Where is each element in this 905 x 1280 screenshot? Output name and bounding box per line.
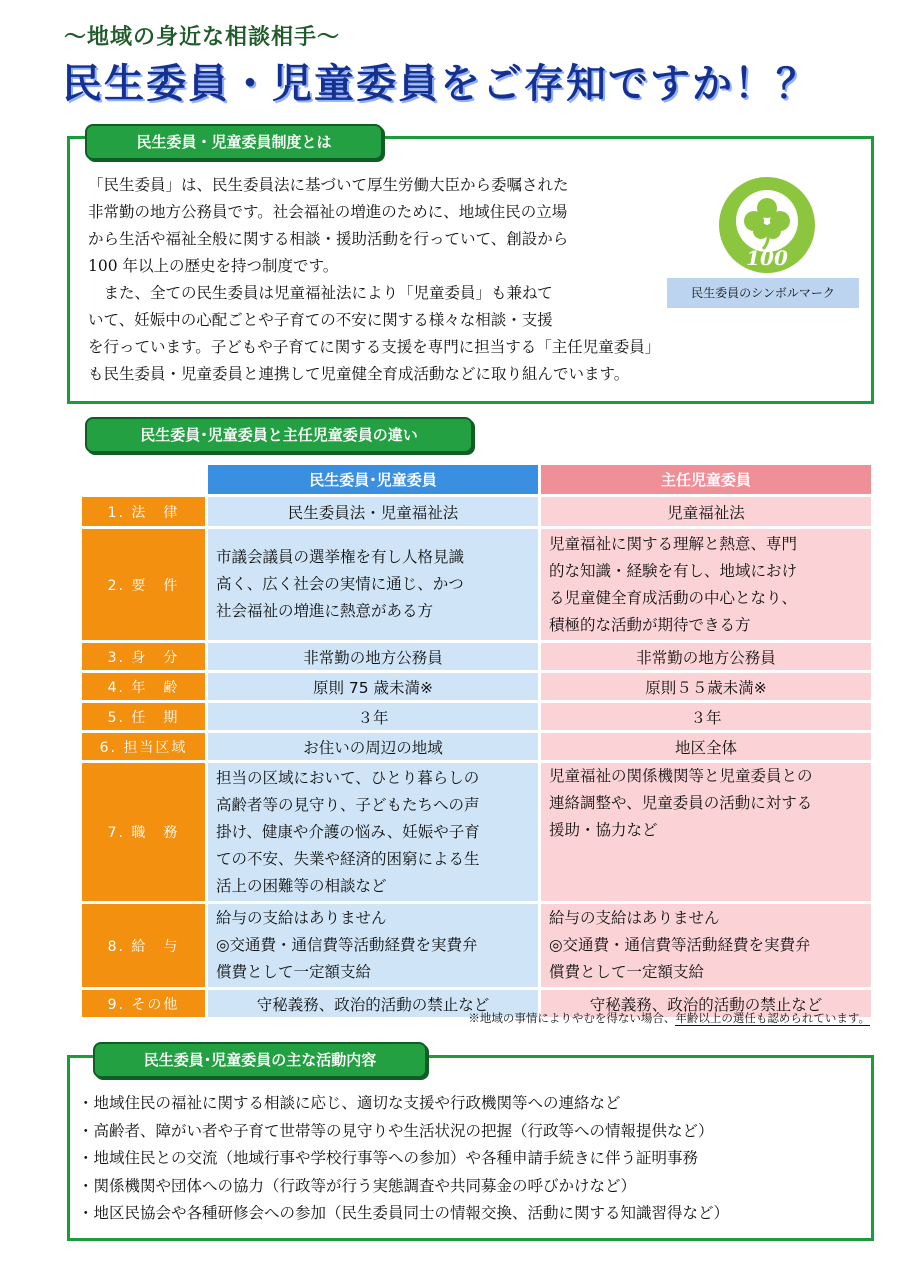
- intro-line: 非常勤の地方公務員です。社会福祉の増進のために、地域住民の立場: [88, 203, 568, 221]
- column-header-shunin: 主任児童委員: [541, 465, 871, 494]
- footnote-underlined: 年齢以上の選任も認められています。: [675, 1011, 870, 1025]
- footnote-prefix: ※地域の事情によりやむを得ない場合、: [468, 1011, 676, 1025]
- cell-line: 給与の支給はありません: [216, 909, 387, 927]
- row-label: 6. 担当区域: [82, 733, 205, 760]
- cell-line: 高齢者等の見守り、子どもたちへの声: [216, 795, 480, 814]
- cell-minsei: 非常勤の地方公務員: [208, 643, 538, 670]
- intro-line: 「民生委員」は、民生委員法に基づいて厚生労働大臣から委嘱された: [88, 176, 569, 194]
- intro-line: いて、妊娠中の心配ごとや子育ての不安に関する様々な相談・支援: [88, 311, 553, 329]
- cell-line: 活上の困難等の相談など: [216, 876, 387, 895]
- cell-line: 的な知識・経験を有し、地域におけ: [549, 561, 798, 580]
- cell-line: る児童健全育成活動の中心となり、: [549, 588, 798, 607]
- comparison-table: [79, 462, 874, 1020]
- list-item: ・地域住民との交流（地域行事や学校行事等への参加）や各種申請手続きに伴う証明事務: [78, 1149, 699, 1167]
- list-item: ・地区民協会や各種研修会への参加（民生委員同士の情報交換、活動に関する知識習得など）: [78, 1204, 730, 1222]
- intro-text-bottom: [88, 280, 758, 388]
- row-label: 4. 年 齢: [82, 673, 205, 700]
- cell-line: 児童福祉に関する理解と熱意、専門: [549, 534, 798, 553]
- table-row: [82, 763, 871, 901]
- row-label: 8. 給 与: [82, 904, 205, 987]
- table-header-row: [82, 465, 871, 494]
- intro-line: も民生委員・児童委員と連携して児童健全育成活動などに取り組んでいます。: [88, 365, 630, 383]
- section-tag-activities: 民生委員･児童委員の主な活動内容: [93, 1042, 427, 1078]
- cell-line: 児童福祉の関係機関等と児童委員との: [549, 767, 813, 785]
- row-label: 5. 任 期: [82, 703, 205, 730]
- row-label: 2. 要 件: [82, 529, 205, 640]
- intro-line: を行っています。子どもや子育てに関する支援を専門に担当する「主任児童委員」: [88, 338, 661, 356]
- cell-line: ◎交通費・通信費等活動経費を実費弁: [216, 936, 478, 954]
- cell-shunin: [541, 904, 871, 987]
- cell-line: 社会福祉の増進に熱意がある方: [216, 602, 434, 620]
- cell-line: 積極的な活動が期待できる方: [549, 615, 751, 634]
- list-item: ・高齢者、障がい者や子育て世帯等の見守りや生活状況の把握（行政等への情報提供など）: [78, 1121, 714, 1140]
- table-row: [82, 529, 871, 640]
- intro-text-top: [88, 172, 658, 280]
- table-row: [82, 673, 871, 700]
- symbol-mark-caption: 民生委員のシンボルマーク: [667, 278, 859, 308]
- cell-line: 掛け、健康や介護の悩み、妊娠や子育: [216, 822, 480, 841]
- intro-line: また、全ての民生委員は児童福祉法により「児童委員」も兼ねて: [88, 284, 553, 302]
- cell-line: 連絡調整や、児童委員の活動に対する: [549, 794, 813, 812]
- cell-minsei: [208, 529, 538, 640]
- table-row: [82, 643, 871, 670]
- intro-line: から生活や福祉全般に関する相談・援助活動を行っていて、創設から: [88, 230, 569, 248]
- cell-shunin: 守秘義務、政治的活動の禁止など: [541, 990, 871, 1017]
- section-tag-system: 民生委員・児童委員制度とは: [85, 124, 383, 160]
- cell-line: 高く、広く社会の実情に通じ、かつ: [216, 575, 464, 593]
- row-label: 9. その他: [82, 990, 205, 1017]
- list-item: ・地域住民の福祉に関する相談に応じ、適切な支援や行政機関等への連絡など: [78, 1094, 621, 1112]
- cell-shunin: 児童福祉法: [541, 497, 871, 526]
- cell-shunin: 非常勤の地方公務員: [541, 643, 871, 670]
- symbol-mark-logo: [717, 175, 817, 275]
- cell-shunin: [541, 763, 871, 901]
- section-tag-difference: 民生委員･児童委員と主任児童委員の違い: [85, 417, 473, 453]
- cell-line: ての不安、失業や経済的困窮による生: [216, 849, 480, 868]
- cell-line: 援助・協力など: [549, 821, 658, 839]
- cell-line: ◎交通費・通信費等活動経費を実費弁: [549, 936, 811, 954]
- row-label: 7. 職 務: [82, 763, 205, 901]
- cell-shunin: ３年: [541, 703, 871, 730]
- activities-list: [78, 1090, 729, 1228]
- cell-shunin: [541, 529, 871, 640]
- cell-line: 償費として一定額支給: [549, 963, 705, 981]
- cell-shunin: 原則５５歳未満※: [541, 673, 871, 700]
- cell-line: 担当の区域において、ひとり暮らしの: [216, 768, 480, 787]
- page-subtitle: 〜地域の身近な相談相手〜: [64, 25, 341, 50]
- intro-line: 100 年以上の歴史を持つ制度です。: [88, 257, 339, 275]
- cell-line: 市議会議員の選挙権を有し人格見識: [216, 548, 465, 566]
- table-row: [82, 733, 871, 760]
- header-blank: [82, 465, 205, 494]
- row-label: 1. 法 律: [82, 497, 205, 526]
- cell-line: 償費として一定額支給: [216, 963, 372, 981]
- cell-shunin: 地区全体: [541, 733, 871, 760]
- table-row: [82, 497, 871, 526]
- cell-minsei: 守秘義務、政治的活動の禁止など: [208, 990, 538, 1017]
- table-footnote: [380, 1010, 870, 1026]
- page-title: 民生委員・児童委員をご存知ですか！？: [62, 61, 818, 107]
- cell-minsei: ３年: [208, 703, 538, 730]
- cell-minsei: [208, 904, 538, 987]
- cell-line: 給与の支給はありません: [549, 909, 720, 927]
- list-item: ・関係機関や団体への協力（行政等が行う実態調査や共同募金の呼びかけなど）: [78, 1176, 637, 1195]
- cell-minsei: 民生委員法・児童福祉法: [208, 497, 538, 526]
- cell-minsei: [208, 763, 538, 901]
- table-row: [82, 904, 871, 987]
- cell-minsei: 原則 75 歳未満※: [208, 673, 538, 700]
- table-row: [82, 703, 871, 730]
- logo-number: 100: [746, 246, 788, 270]
- row-label: 3. 身 分: [82, 643, 205, 670]
- cell-minsei: お住いの周辺の地域: [208, 733, 538, 760]
- column-header-minsei: 民生委員･児童委員: [208, 465, 538, 494]
